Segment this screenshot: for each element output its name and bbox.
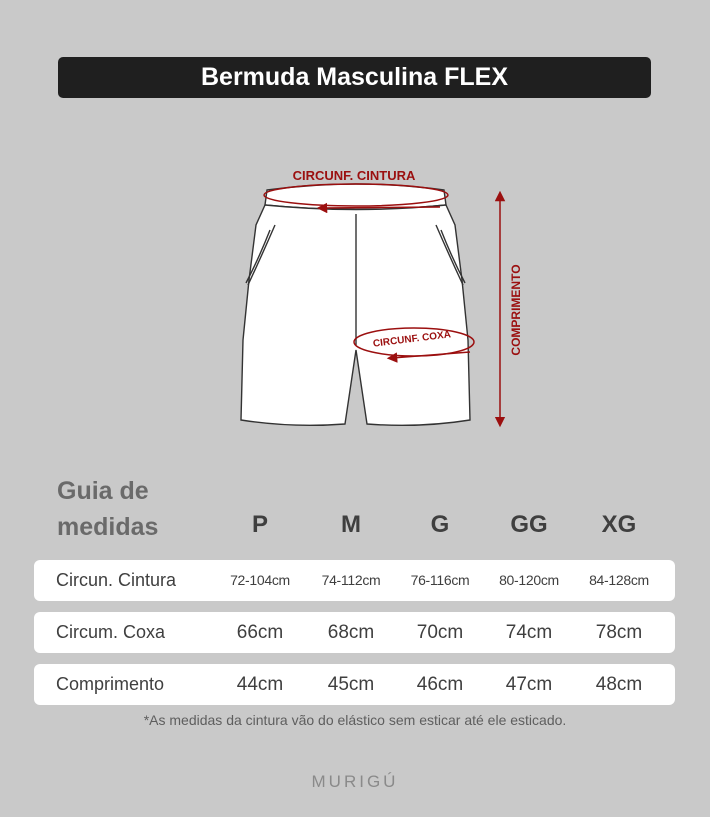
table-cell: 48cm: [595, 674, 643, 695]
footnote: *As medidas da cintura vão do elástico sem esticar até ele esticado.: [143, 712, 567, 728]
page-title: Bermuda Masculina FLEX: [58, 57, 651, 98]
table-cell: 68cm: [327, 622, 375, 643]
size-header-m: M: [341, 511, 361, 538]
table-cell: 72-104cm: [230, 572, 290, 588]
table-cell: 44cm: [236, 674, 284, 695]
table-row-length: [34, 664, 675, 705]
size-header-xg: XG: [601, 511, 637, 538]
table-cell: 74-112cm: [321, 572, 381, 588]
size-header-gg: GG: [510, 511, 548, 538]
table-row-thigh: [34, 612, 675, 653]
table-cell: 46cm: [416, 674, 464, 695]
length-label: COMPRIMENTO: [509, 264, 523, 356]
thigh-label: CIRCUNF. COXA: [372, 329, 452, 350]
table-cell: 45cm: [327, 674, 375, 695]
heading-line-2: medidas: [57, 513, 159, 541]
size-guide-heading: [57, 473, 158, 545]
size-header-g: G: [430, 511, 450, 538]
table-cell: 70cm: [416, 622, 464, 643]
shorts-outline: [241, 184, 470, 425]
table-cell: 80-120cm: [499, 572, 559, 588]
table-cell: 47cm: [505, 674, 553, 695]
row-label: Circun. Cintura: [56, 570, 177, 590]
heading-line-1: Guia de: [57, 477, 149, 505]
table-cell: 66cm: [236, 622, 284, 643]
table-cell: 84-128cm: [589, 572, 649, 588]
row-label: Circum. Coxa: [56, 622, 166, 642]
size-header-p: P: [251, 511, 268, 538]
table-cell: 76-116cm: [410, 572, 470, 588]
brand-logo: MURIGÚ: [311, 772, 399, 791]
waist-label: CIRCUNF. CINTURA: [292, 168, 416, 183]
waist-arrow: [322, 207, 440, 208]
table-cell: 78cm: [595, 622, 643, 643]
table-cell: 74cm: [505, 622, 553, 643]
row-label: Comprimento: [56, 674, 165, 694]
table-row-waist: [34, 560, 675, 601]
